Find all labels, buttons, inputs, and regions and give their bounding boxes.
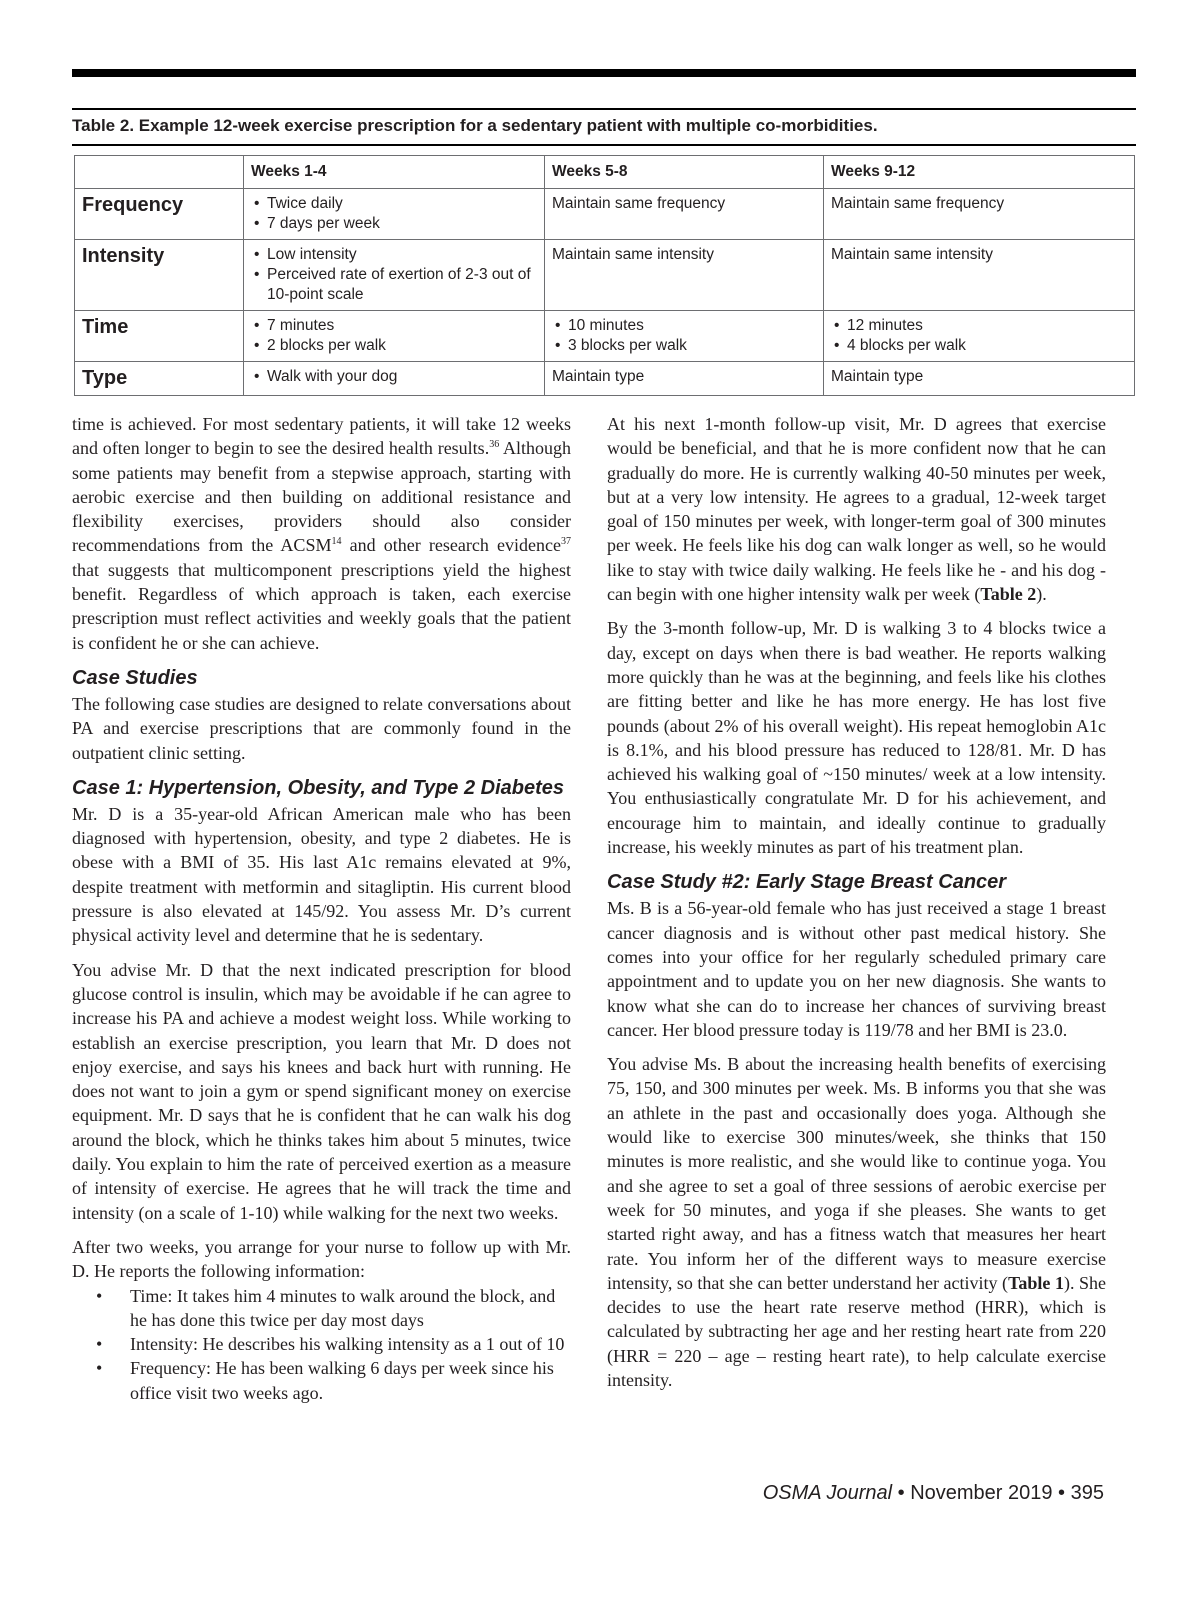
citation-ref: 37 <box>561 536 572 548</box>
row-label: Type <box>75 362 244 396</box>
bullet-item: • 7 minutes <box>267 316 537 336</box>
cell-weeks-9-12: Maintain type <box>824 362 1135 396</box>
text-run: Although some patients may benefit from a stepwise approach, starting with aerobic exercise and then building on additional resistance and flexibility exercises, providers should also consider recommendations from the ACSM <box>72 438 571 556</box>
row-label: Time <box>75 311 244 362</box>
cell-weeks-5-8: Maintain same intensity <box>545 240 824 311</box>
header-weeks-5-8: Weeks 5-8 <box>545 156 824 189</box>
right-column <box>607 412 1106 1402</box>
citation-ref: 36 <box>489 439 500 451</box>
bullet-item: • Twice daily <box>267 194 537 214</box>
paragraph <box>607 1052 1106 1392</box>
footer-separator: • <box>1052 1482 1071 1504</box>
table-caption: Table 2. Example 12-week exercise prescription for a sedentary patient with multiple co-morbidities. <box>72 116 878 135</box>
cell-weeks-1-4 <box>244 240 545 311</box>
bullet-item: • 12 minutes <box>847 316 1127 336</box>
header-weeks-1-4: Weeks 1-4 <box>244 156 545 189</box>
bullet-item: • Perceived rate of exertion of 2-3 out of 10-point scale <box>267 265 537 305</box>
paragraph: The following case studies are designed to relate conversations about PA and exercise prescriptions that are commonly found in the outpatient clinic setting. <box>72 693 571 763</box>
bullet-item: • 7 days per week <box>267 214 537 234</box>
text-run: and other research evidence <box>341 535 562 556</box>
bullet-item: • 3 blocks per walk <box>568 336 816 356</box>
text-run: ). <box>1036 584 1047 605</box>
header-weeks-9-12: Weeks 9-12 <box>824 156 1135 189</box>
table-row-intensity <box>75 240 1135 311</box>
footer-separator: • <box>892 1482 911 1504</box>
paragraph: Ms. B is a 56-year-old female who has just received a stage 1 breast cancer diagnosis and is without other past medical history. She comes into your office for her regularly scheduled primary care appointment and to update you on her new diagnosis. She wants to know what she can do to increase her chances of surviving breast cancer. Her blood pressure today is 119/78 and her BMI is 23.0. <box>607 898 1106 1040</box>
page-number: 395 <box>1070 1482 1104 1504</box>
paragraph <box>72 412 571 655</box>
cell-weeks-1-4 <box>244 189 545 240</box>
table-row-time <box>75 311 1135 362</box>
section-heading-case-2: Case Study #2: Early Stage Breast Cancer <box>607 871 1007 894</box>
paragraph: Mr. D is a 35-year-old African American male who has been diagnosed with hypertension, obesity, and type 2 diabetes. He is obese with a BMI of 35. His last A1c remains elevated at 9%, despite treatment with metformin and sitagliptin. His current blood pressure is also elevated at 145/92. You assess Mr. D’s current physical activity level and determine that he is sedentary. <box>72 803 571 946</box>
paragraph: You advise Mr. D that the next indicated prescription for blood glucose control is insulin, which may be avoidable if he can agree to increase his PA and achieve a modest weight loss. While working to establish an exercise prescription, you learn that Mr. D does not enjoy exercise, and says his knees and back hurt with running. He does not want to join a gym or spend significant money on exercise equipment. Mr. D says that he is confident that he can walk his dog around the block, which he thinks takes him about 5 minutes, twice daily. You explain to him the rate of perceived exertion as a measure of intensity of exercise. He agrees that he will track the time and intensity (on a scale of 1-10) while walking for the next two weeks. <box>72 959 571 1223</box>
table-row-frequency <box>75 189 1135 240</box>
caption-rule-top <box>72 108 1136 110</box>
journal-name: OSMA Journal <box>762 1482 893 1504</box>
text-run: You advise Ms. B about the increasing health benefits of exercising 75, 150, and 300 minutes per week. Ms. B informs you that she was an athlete in the past and occasionally does yoga. Although she would like to exercise 300 minutes/week, she thinks that 150 minutes is more realistic, and she would like to continue yoga. You and she agree to set a goal of three sessions of aerobic exercise per week for 50 minutes, and yoga if she pleases. She wants to get started right away, and has a fitness watch that measures her heart rate. You inform her of the different ways to measure exercise intensity, so that she can better understand her activity ( <box>607 1054 1106 1293</box>
header-empty <box>75 156 244 189</box>
bullet-item: • 4 blocks per walk <box>847 336 1127 356</box>
list-item: • Intensity: He describes his walking intensity as a 1 out of 10 <box>130 1332 571 1356</box>
bullet-item: • Low intensity <box>267 245 537 265</box>
text-run: At his next 1-month follow-up visit, Mr. D agrees that exercise would be beneficial, and that he is more confident now that he can gradually do more. He is currently walking 40-50 minutes per week, but at a very low intensity. He agrees to a gradual, 12-week target goal of 150 minutes per week, with longer-term goal of 300 minutes per week. He feels like his dog can walk longer as well, so he would like to stay with twice daily walking. He feels like he - and his dog - can begin with one higher intensity walk per week ( <box>607 414 1106 605</box>
caption-rule-bottom <box>72 144 1136 146</box>
table-row-type <box>75 362 1135 396</box>
row-label: Intensity <box>75 240 244 311</box>
list-item: • Frequency: He has been walking 6 days per week since his office visit two weeks ago. <box>130 1356 571 1405</box>
cell-weeks-5-8: Maintain type <box>545 362 824 396</box>
bullet-item: • 2 blocks per walk <box>267 336 537 356</box>
cell-weeks-1-4 <box>244 311 545 362</box>
top-rule <box>72 69 1136 77</box>
cell-weeks-5-8 <box>545 311 824 362</box>
text-run: ). She decides to use the heart rate reserve method (HRR), which is calculated by subtracting her age and her resting heart rate from 220 (HRR = 220 – age – resting heart rate), to help calculate exercise intensity. <box>607 1272 1107 1390</box>
table-header-row <box>75 156 1135 189</box>
table-reference: Table 1 <box>1008 1272 1064 1293</box>
section-heading-case-studies: Case Studies <box>72 666 198 689</box>
left-column <box>72 412 571 1405</box>
paragraph: By the 3-month follow-up, Mr. D is walking 3 to 4 blocks twice a day, except on days when there is bad weather. He reports walking more quickly than he was at the beginning, and feels like his clothes are fitting better and like he has more energy. He has lost five pounds (about 2% of his overall weight). His repeat hemoglobin A1c is 8.1%, and his blood pressure has reduced to 128/81. Mr. D has achieved his walking goal of ~150 minutes/ week at a low intensity. You enthusiastically congratulate Mr. D for his achievement, and encourage him to maintain, and ideally continue to gradually increase, his weekly minutes as part of his treatment plan. <box>607 618 1106 858</box>
paragraph <box>607 412 1106 606</box>
paragraph: After two weeks, you arrange for your nurse to follow up with Mr. D. He reports the following information: <box>72 1236 571 1282</box>
cell-weeks-9-12: Maintain same intensity <box>824 240 1135 311</box>
cell-weeks-9-12 <box>824 311 1135 362</box>
page-footer <box>700 1482 1104 1505</box>
table-reference: Table 2 <box>980 584 1037 605</box>
exercise-prescription-table <box>74 155 1135 396</box>
list-item: • Time: It takes him 4 minutes to walk around the block, and he has done this twice per day most days <box>130 1284 571 1333</box>
section-heading-case-1: Case 1: Hypertension, Obesity, and Type 2 Diabetes <box>72 776 565 799</box>
row-label: Frequency <box>75 189 244 240</box>
cell-weeks-1-4 <box>244 362 545 396</box>
bullet-item: • 10 minutes <box>568 316 816 336</box>
cell-weeks-5-8: Maintain same frequency <box>545 189 824 240</box>
bullet-item: • Walk with your dog <box>267 367 537 387</box>
cell-weeks-9-12: Maintain same frequency <box>824 189 1135 240</box>
text-run: time is achieved. For most sedentary patients, it will take 12 weeks and often longer to begin to see the desired health results. <box>72 414 571 459</box>
case1-bullet-list <box>72 1284 571 1405</box>
citation-ref: 14 <box>331 536 342 548</box>
text-run: that suggests that multicomponent prescriptions yield the highest benefit. Regardless of which approach is taken, each exercise prescription must reflect activities and weekly goals that the patient is confident he or she can achieve. <box>72 559 571 653</box>
issue-date: November 2019 <box>910 1482 1053 1504</box>
